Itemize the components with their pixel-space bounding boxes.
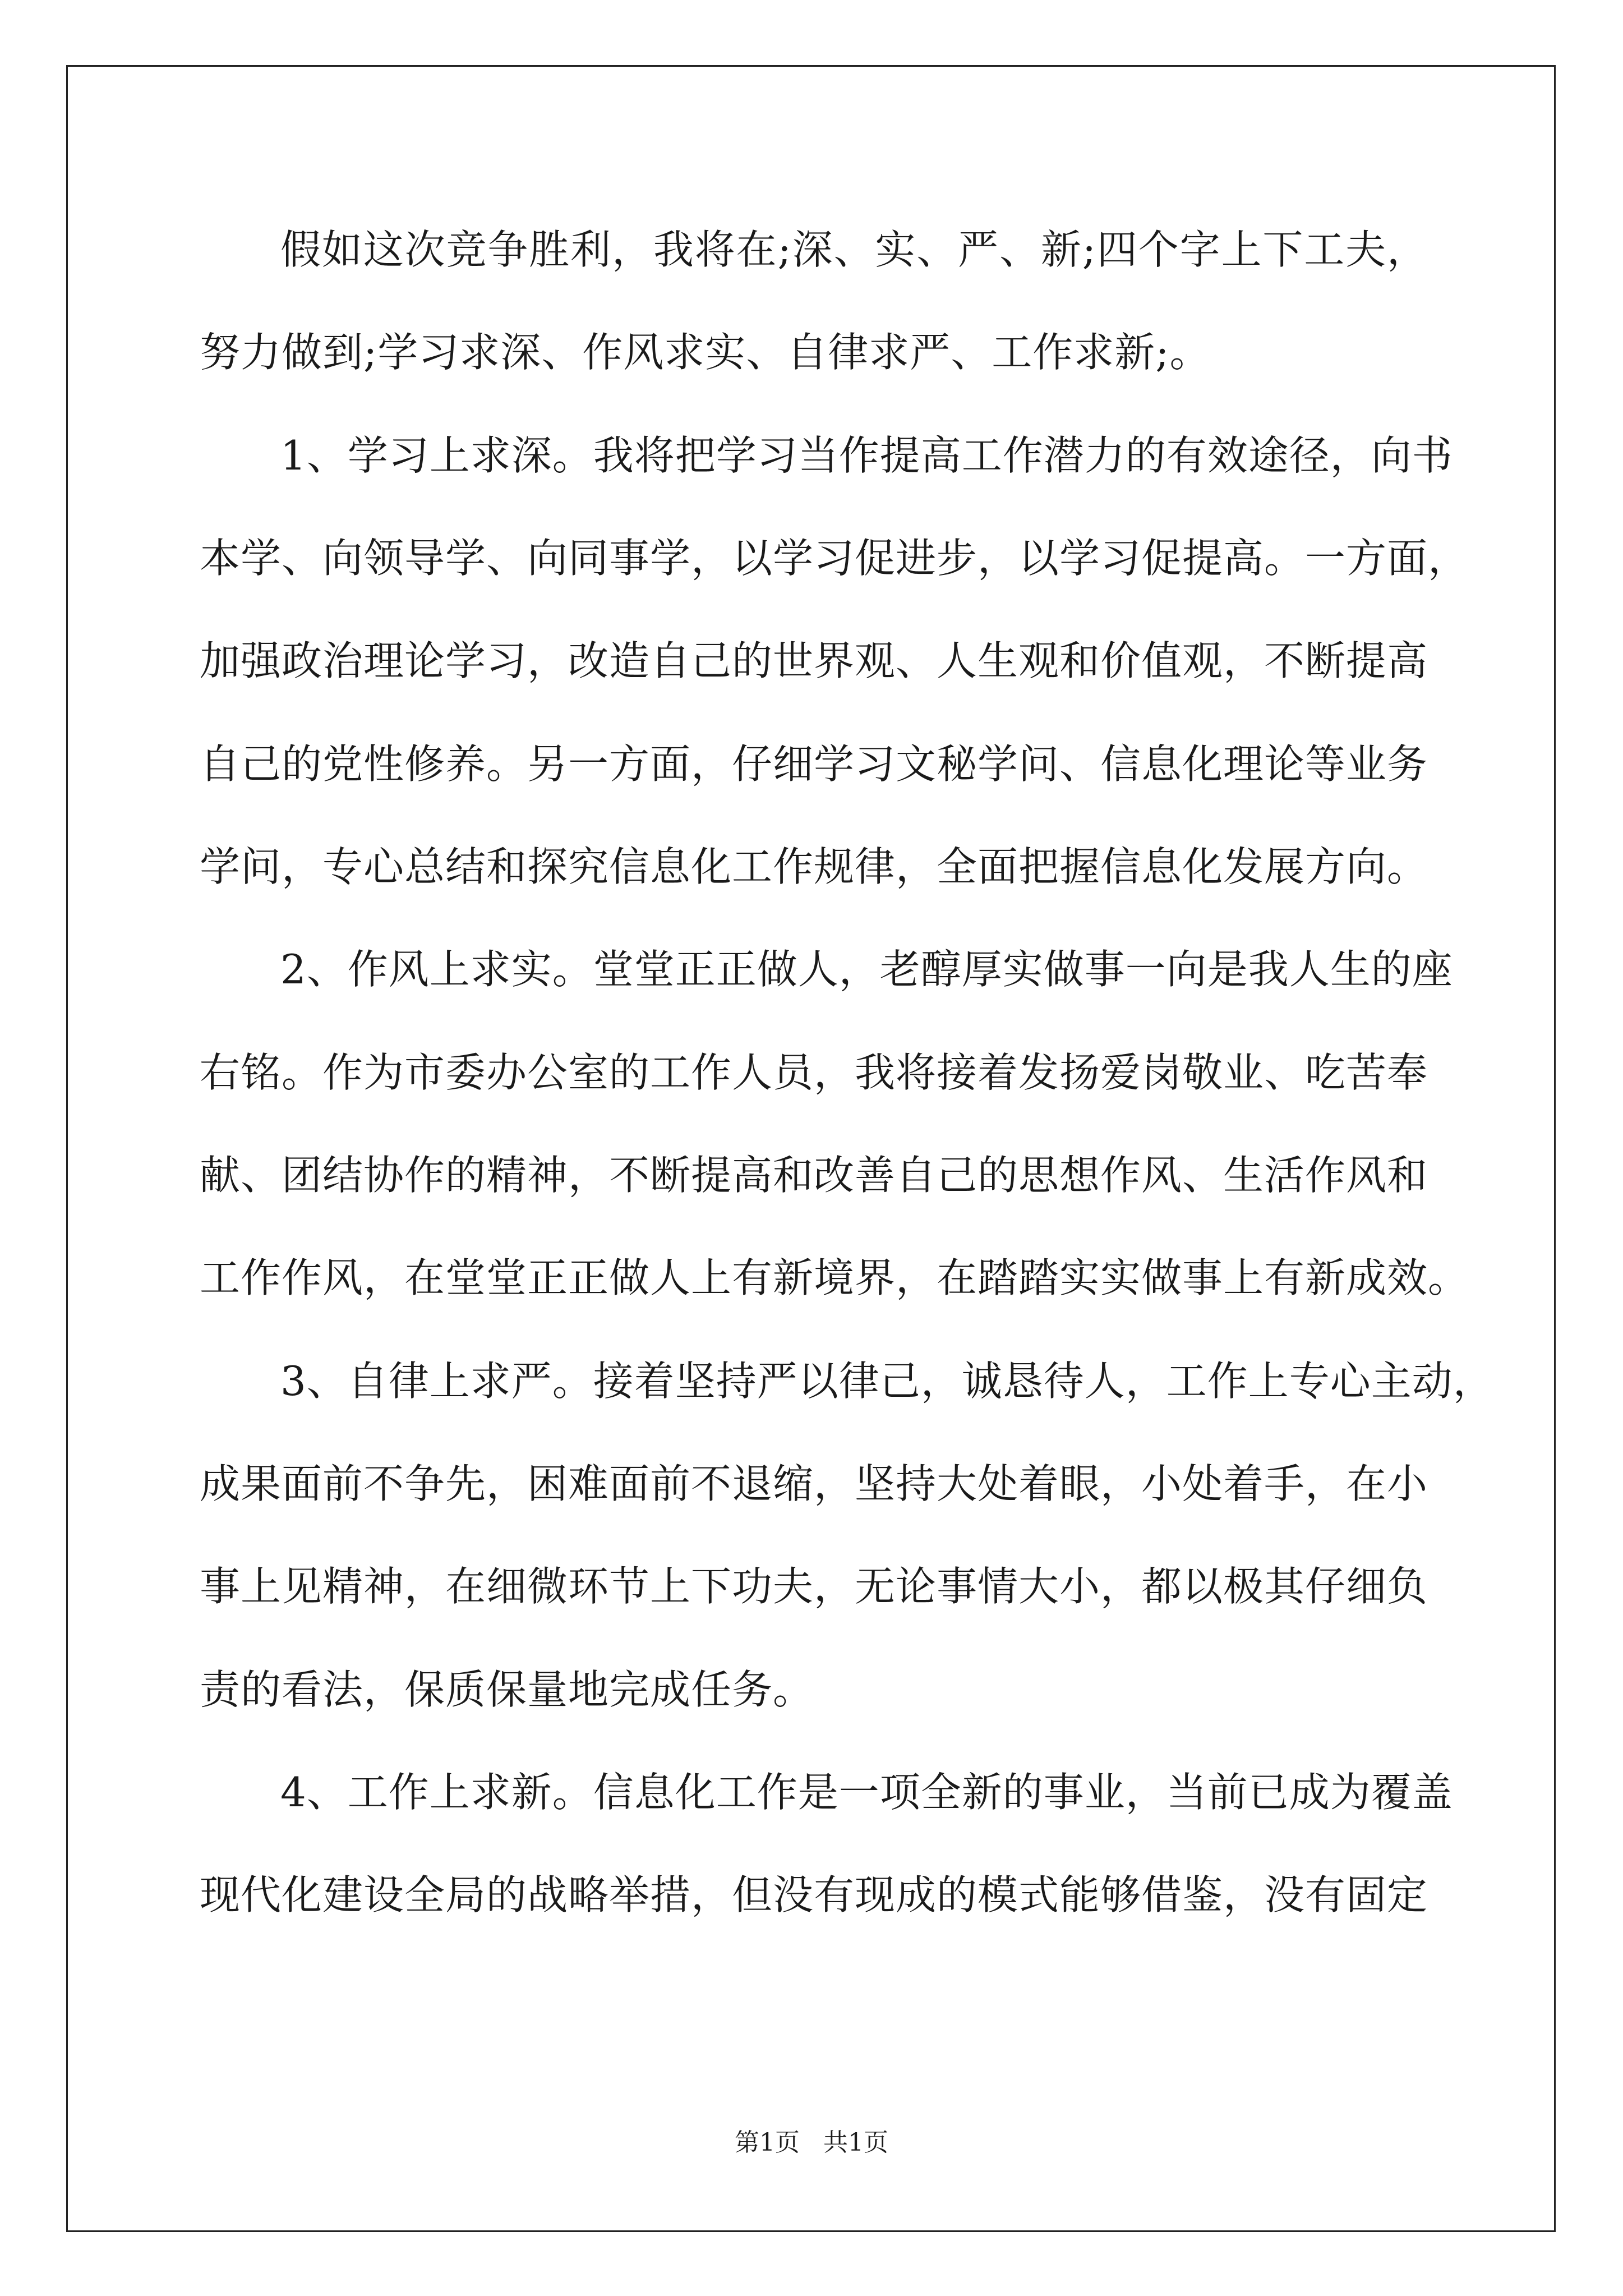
paragraph-2-line-4: 自己的党性修养。另一方面，仔细学习文秘学问、信息化理论等业务 <box>200 740 1428 788</box>
page-footer: 第1页 共1页 <box>735 2128 888 2157</box>
paragraph-1-line-1: 假如这次竞争胜利，我将在;深、实、严、新;四个字上下工夫， <box>280 226 1428 273</box>
paragraph-2-line-5: 学问，专心总结和探究信息化工作规律，全面把握信息化发展方向。 <box>200 843 1428 890</box>
paragraph-4-line-3: 事上见精神，在细微环节上下功夫，无论事情大小，都以极其仔细负 <box>200 1563 1428 1610</box>
paragraph-3-line-4: 工作作风，在堂堂正正做人上有新境界，在踏踏实实做事上有新成效。 <box>200 1254 1469 1301</box>
paragraph-2-line-2: 本学、向领导学、向同事学，以学习促进步，以学习促提高。一方面， <box>200 535 1469 582</box>
paragraph-5-line-2: 现代化建设全局的战略举措，但没有现成的模式能够借鉴，没有固定 <box>200 1871 1428 1918</box>
paragraph-3-line-1: 2、作风上求实。堂堂正正做人，老醇厚实做事一向是我人生的座 <box>280 946 1453 993</box>
paragraph-2-line-3: 加强政治理论学习，改造自己的世界观、人生观和价值观，不断提高 <box>200 637 1428 684</box>
paragraph-4-line-2: 成果面前不争先，困难面前不退缩，坚持大处着眼，小处着手，在小 <box>200 1460 1428 1507</box>
paragraph-1-line-2: 努力做到;学习求深、作风求实、自律求严、工作求新;。 <box>200 329 1211 376</box>
paragraph-4-line-1: 3、自律上求严。接着坚持严以律己，诚恳待人，工作上专心主动， <box>280 1358 1494 1405</box>
paragraph-3-line-2: 右铭。作为市委办公室的工作人员，我将接着发扬爱岗敬业、吃苦奉 <box>200 1049 1428 1096</box>
paragraph-3-line-3: 献、团结协作的精神，不断提高和改善自己的思想作风、生活作风和 <box>200 1152 1428 1199</box>
paragraph-4-line-4: 责的看法，保质保量地完成任务。 <box>200 1666 814 1713</box>
paragraph-5-line-1: 4、工作上求新。信息化工作是一项全新的事业，当前已成为覆盖 <box>280 1769 1453 1816</box>
paragraph-2-line-1: 1、学习上求深。我将把学习当作提高工作潜力的有效途径，向书 <box>280 432 1453 479</box>
